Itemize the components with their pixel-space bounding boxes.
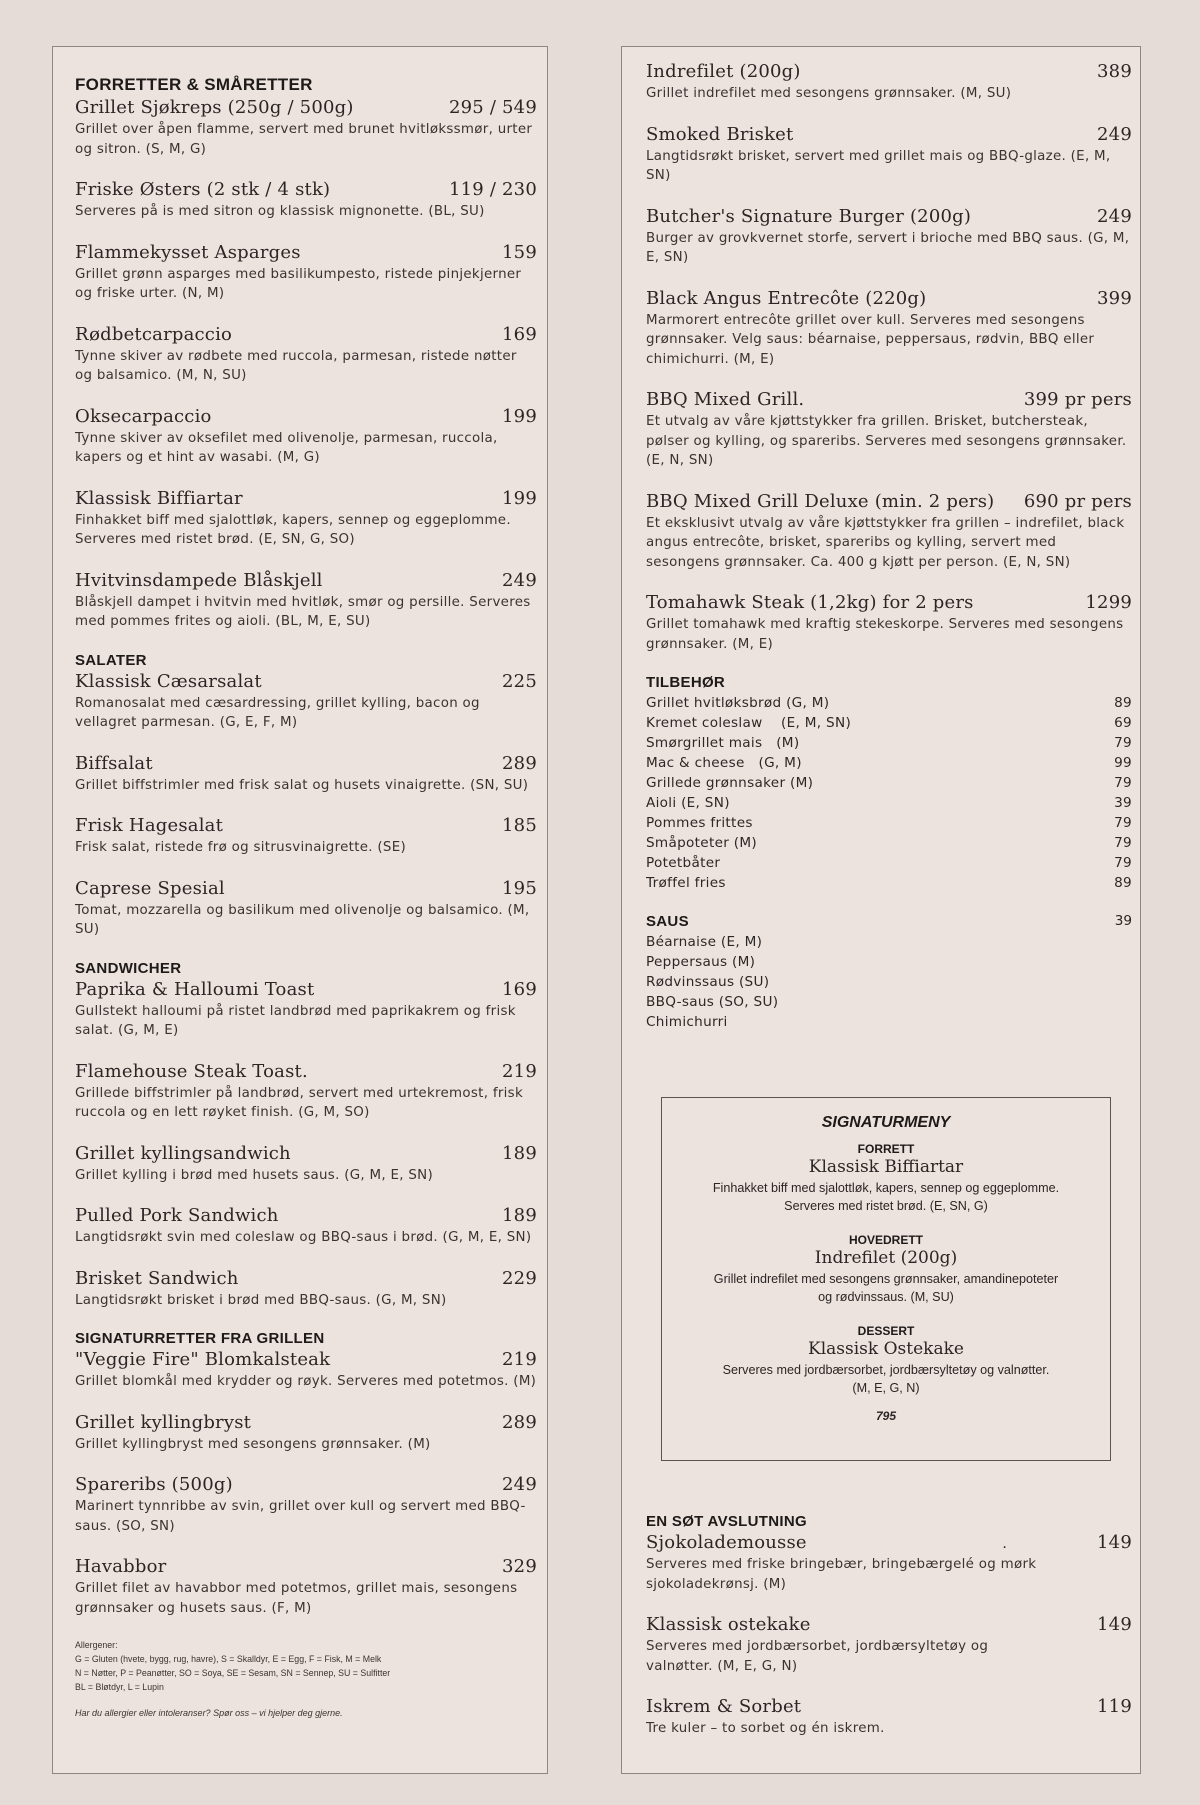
menu-item-price: 289 bbox=[502, 752, 537, 774]
menu-item-price: 119 bbox=[1097, 1696, 1132, 1717]
course-dish: Indrefilet (200g) bbox=[814, 1248, 958, 1268]
menu-item-name: Havabbor bbox=[75, 1556, 167, 1577]
menu-item-price: 195 bbox=[502, 877, 537, 899]
menu-item-name: "Veggie Fire" Blomkalsteak bbox=[75, 1349, 331, 1370]
menu-item-name: Black Angus Entrecôte (220g) bbox=[646, 287, 927, 309]
menu-item-name: Indrefilet (200g) bbox=[646, 61, 801, 82]
menu-item-description: Langtidsrøkt svin med coleslaw og BBQ-saus i brød. (G, M, E, SN) bbox=[75, 1230, 532, 1245]
menu-item-name: Friske Østers (2 stk / 4 stk) bbox=[75, 179, 331, 200]
menu-item-description: Grillet filet av havabbor med potetmos, grillet mais, sesongens grønnsaker og husets saus. (F, M) bbox=[75, 1581, 518, 1616]
menu-item-price: 1299 bbox=[1085, 592, 1132, 613]
course-dish: Klassisk Biffiartar bbox=[808, 1157, 964, 1177]
course-description: (M, E, G, N) bbox=[852, 1381, 920, 1395]
menu-item-price: 295 / 549 bbox=[448, 97, 537, 118]
menu-item-price: 399 pr pers bbox=[1023, 389, 1132, 410]
menu-item bbox=[75, 1556, 547, 1618]
menu-item-price: 389 bbox=[1097, 61, 1132, 82]
menu-item-name: Tomahawk Steak (1,2kg) for 2 pers bbox=[646, 592, 974, 613]
menu-item-description: Et eksklusivt utvalg av våre kjøttstykker fra grillen – indrefilet, black angus entrecôte, brisket, spareribs og kylling, servert med sesongens grønnsaker. Ca. 400 g kjøtt per person. (E, N, SN) bbox=[646, 515, 1125, 570]
course-dish: Klassisk Ostekake bbox=[808, 1339, 964, 1359]
side-dish-name: Potetbåter bbox=[646, 855, 721, 871]
menu-item-price: 225 bbox=[502, 670, 537, 692]
menu-item-name: Pulled Pork Sandwich bbox=[75, 1205, 279, 1226]
menu-item-description: Serveres på is med sitron og klassisk mignonette. (BL, SU) bbox=[75, 204, 485, 219]
menu-item-price: 169 bbox=[502, 323, 537, 345]
signaturmeny-box bbox=[661, 1097, 1111, 1461]
menu-item-price: 249 bbox=[1097, 205, 1132, 227]
menu-item-price: 149 bbox=[1097, 1614, 1132, 1635]
menu-item-name: Brisket Sandwich bbox=[75, 1267, 239, 1289]
course-description: Serveres med jordbærsorbet, jordbærsyltetøy og valnøtter. bbox=[722, 1363, 1050, 1377]
section-heading-saus: SAUS bbox=[646, 913, 689, 930]
signaturmeny-title: SIGNATURMENY bbox=[821, 1114, 951, 1131]
side-dish-name: Smørgrillet mais (M) bbox=[646, 735, 800, 751]
menu-item-name: BBQ Mixed Grill Deluxe (min. 2 pers) bbox=[646, 490, 995, 512]
menu-item bbox=[75, 1474, 547, 1536]
menu-item-name: Grillet Sjøkreps (250g / 500g) bbox=[75, 97, 354, 118]
menu-item-description: Grillet blomkål med krydder og røyk. Serveres med potetmos. (M) bbox=[75, 1374, 537, 1389]
section-heading-sandwicher: SANDWICHER bbox=[75, 959, 182, 977]
menu-item bbox=[646, 592, 1140, 654]
menu-item-price: 199 bbox=[502, 405, 537, 427]
section-heading-forretter: FORRETTER & SMÅRETTER bbox=[75, 75, 313, 94]
menu-item-price: 219 bbox=[502, 1060, 537, 1082]
side-dish-row bbox=[646, 813, 1132, 833]
menu-item-price: 199 bbox=[502, 487, 537, 509]
menu-item-name: Klassisk ostekake bbox=[646, 1614, 811, 1635]
menu-item bbox=[646, 61, 1140, 104]
allergen-legend bbox=[75, 1638, 547, 1694]
side-dish-price: 89 bbox=[1114, 695, 1132, 711]
menu-item-name: Smoked Brisket bbox=[646, 123, 794, 145]
menu-item bbox=[75, 1412, 547, 1455]
menu-item-description: Frisk salat, ristede frø og sitrusvinaigrette. (SE) bbox=[75, 840, 406, 855]
signaturretter-section bbox=[75, 1330, 547, 1618]
side-dish-name: Mac & cheese (G, M) bbox=[646, 755, 802, 771]
menu-item bbox=[75, 570, 547, 632]
menu-item-name: Hvitvinsdampede Blåskjell bbox=[75, 569, 323, 591]
menu-item-price: 249 bbox=[502, 1474, 537, 1495]
menu-item-name: Spareribs (500g) bbox=[75, 1474, 233, 1495]
menu-item-name: Oksecarpaccio bbox=[75, 405, 212, 427]
menu-item-price: 159 bbox=[502, 241, 537, 263]
menu-item-price: 399 bbox=[1097, 287, 1132, 309]
section-heading-dessert: EN SØT AVSLUTNING bbox=[646, 1513, 807, 1530]
side-dish-row bbox=[646, 853, 1132, 873]
menu-item-name: Sjokolademousse bbox=[646, 1532, 807, 1553]
side-dish-price: 79 bbox=[1114, 855, 1132, 871]
menu-item-dot: . bbox=[1002, 1536, 1008, 1552]
menu-item bbox=[75, 324, 547, 386]
menu-item-name: Iskrem & Sorbet bbox=[646, 1696, 802, 1717]
menu-item-price: 185 bbox=[502, 815, 537, 836]
menu-item bbox=[646, 1696, 1132, 1739]
side-dish-row bbox=[646, 753, 1132, 773]
menu-item-name: Caprese Spesial bbox=[75, 877, 225, 899]
menu-item-description: Grillet indrefilet med sesongens grønnsaker. (M, SU) bbox=[646, 86, 1012, 101]
menu-item bbox=[646, 1614, 1132, 1676]
menu-item bbox=[75, 1349, 547, 1392]
side-dish-price: 79 bbox=[1114, 835, 1132, 851]
saus-price: 39 bbox=[1114, 913, 1132, 929]
menu-item bbox=[75, 242, 547, 304]
menu-item bbox=[75, 488, 547, 550]
allergen-line: G = Gluten (hvete, bygg, rug, havre), S = Skalldyr, E = Egg, F = Fisk, M = Melk bbox=[75, 1654, 382, 1664]
side-dish-row bbox=[646, 733, 1132, 753]
menu-item-description: Et utvalg av våre kjøttstykker fra grillen. Brisket, butchersteak, pølser og kylling, og spareribs. Serveres med sesongens grønnsaker. (E, N, SN) bbox=[646, 414, 1127, 468]
side-dish-price: 39 bbox=[1114, 795, 1132, 811]
menu-item bbox=[75, 97, 547, 159]
course-label: FORRETT bbox=[857, 1142, 915, 1156]
menu-item-description: Grillet grønn asparges med basilikumpesto, ristede pinjekjerner og friske urter. (N, M) bbox=[75, 266, 522, 301]
menu-item-description: Grillede biffstrimler på landbrød, servert med urtekremost, frisk ruccola og en lett røyket finish. (G, M, SO) bbox=[75, 1085, 523, 1120]
dessert-section bbox=[646, 1513, 1132, 1759]
section-heading-signaturretter: SIGNATURRETTER FRA GRILLEN bbox=[75, 1330, 325, 1347]
menu-item-description: Tomat, mozzarella og basilikum med olivenolje og balsamico. (M, SU) bbox=[75, 902, 530, 937]
menu-item-name: Flamehouse Steak Toast. bbox=[75, 1060, 308, 1082]
menu-item-price: 169 bbox=[502, 978, 537, 1000]
section-heading-salater: SALATER bbox=[75, 651, 147, 669]
tilbehor-section bbox=[646, 674, 1140, 893]
allergen-line: N = Nøtter, P = Peanøtter, SO = Soya, SE = Sesam, SN = Sennep, SU = Sulfitter bbox=[75, 1668, 391, 1678]
side-dish-row bbox=[646, 773, 1132, 793]
menu-item bbox=[75, 179, 547, 222]
menu-item bbox=[646, 491, 1140, 573]
menu-item-description: Serveres med jordbærsorbet, jordbærsyltetøy og valnøtter. (M, E, G, N) bbox=[646, 1639, 989, 1674]
menu-item-price: 249 bbox=[502, 569, 537, 591]
menu-item-description: Tre kuler – to sorbet og én iskrem. bbox=[646, 1721, 885, 1736]
menu-item bbox=[646, 288, 1140, 370]
menu-item-description: Grillet tomahawk med kraftig stekeskorpe. Serveres med sesongens grønnsaker. (M, E) bbox=[646, 617, 1124, 652]
side-dish-name: Grillet hvitløksbrød (G, M) bbox=[646, 695, 830, 711]
right-menu-panel bbox=[621, 46, 1141, 1774]
side-dish-name: Grillede grønnsaker (M) bbox=[646, 775, 814, 791]
side-dish-price: 79 bbox=[1114, 815, 1132, 831]
menu-item-description: Grillet kyllingbryst med sesongens grønnsaker. (M) bbox=[75, 1436, 431, 1452]
menu-item-description: Tynne skiver av oksefilet med olivenolje, parmesan, ruccola, kapers og et hint av wasabi. (M, G) bbox=[75, 430, 498, 465]
left-menu-panel bbox=[52, 46, 548, 1774]
section-heading-tilbehor: TILBEHØR bbox=[646, 674, 726, 691]
side-dish-price: 79 bbox=[1114, 775, 1132, 791]
menu-item-name: Klassisk Biffiartar bbox=[75, 487, 243, 509]
side-dish-name: Småpoteter (M) bbox=[646, 835, 757, 851]
allergen-title: Allergener: bbox=[75, 1640, 118, 1650]
menu-item-name: Paprika & Halloumi Toast bbox=[75, 978, 315, 1000]
side-dish-row bbox=[646, 693, 1132, 713]
forretter-section bbox=[75, 75, 547, 632]
course-description: Serveres med ristet brød. (E, SN, G) bbox=[784, 1199, 988, 1213]
side-dish-price: 79 bbox=[1114, 735, 1132, 751]
allergen-line: BL = Bløtdyr, L = Lupin bbox=[75, 1682, 164, 1692]
sauce-item: BBQ-saus (SO, SU) bbox=[646, 994, 779, 1010]
menu-item bbox=[75, 878, 547, 940]
menu-item-description: Romanosalat med cæsardressing, grillet kylling, bacon og vellagret parmesan. (G, E, F, M) bbox=[75, 695, 480, 730]
salater-section bbox=[75, 652, 547, 940]
signaturmeny-course bbox=[662, 1142, 1110, 1215]
menu-item-description: Marinert tynnribbe av svin, grillet over kull og servert med BBQ-saus. (SO, SN) bbox=[75, 1499, 526, 1534]
menu-item-price: 189 bbox=[502, 1142, 537, 1164]
menu-item-name: Grillet kyllingbryst bbox=[75, 1411, 252, 1433]
menu-item bbox=[75, 979, 547, 1041]
menu-item-description: Serveres med friske bringebær, bringebærgelé og mørk sjokoladekrønsj. (M) bbox=[646, 1557, 1037, 1592]
sandwicher-section bbox=[75, 960, 547, 1311]
menu-item bbox=[646, 389, 1140, 471]
menu-item-name: Butcher's Signature Burger (200g) bbox=[646, 205, 972, 227]
side-dish-row bbox=[646, 713, 1132, 733]
menu-item bbox=[75, 1143, 547, 1186]
menu-item-price: 249 bbox=[1097, 123, 1132, 145]
menu-item-name: Grillet kyllingsandwich bbox=[75, 1142, 291, 1164]
menu-item-description: Grillet kylling i brød med husets saus. (G, M, E, SN) bbox=[75, 1167, 433, 1183]
menu-item-price: 219 bbox=[502, 1349, 537, 1370]
menu-item-description: Grillet over åpen flamme, servert med brunet hvitløkssmør, urter og sitron. (S, M, G) bbox=[75, 122, 533, 157]
menu-item-description: Tynne skiver av rødbete med ruccola, parmesan, ristede nøtter og balsamico. (M, N, SU) bbox=[75, 348, 517, 383]
menu-item bbox=[75, 406, 547, 468]
course-label: DESSERT bbox=[857, 1324, 915, 1338]
signaturmeny-course bbox=[662, 1233, 1110, 1306]
menu-item bbox=[75, 1268, 547, 1311]
side-dish-name: Kremet coleslaw (E, M, SN) bbox=[646, 715, 852, 731]
menu-item-name: Flammekysset Asparges bbox=[75, 241, 301, 263]
course-description: Grillet indrefilet med sesongens grønnsaker, amandinepoteter bbox=[713, 1272, 1059, 1286]
menu-item bbox=[75, 671, 547, 733]
menu-item bbox=[75, 815, 547, 858]
menu-item-name: Frisk Hagesalat bbox=[75, 815, 224, 836]
menu-item-price: 690 pr pers bbox=[1023, 490, 1132, 512]
side-dish-name: Pommes frittes bbox=[646, 815, 753, 831]
menu-item bbox=[75, 753, 547, 796]
menu-item-price: 149 bbox=[1097, 1532, 1132, 1553]
menu-item-name: Klassisk Cæsarsalat bbox=[75, 670, 262, 692]
menu-item-description: Grillet biffstrimler med frisk salat og husets vinaigrette. (SN, SU) bbox=[75, 777, 529, 793]
menu-item-name: BBQ Mixed Grill. bbox=[646, 389, 805, 410]
menu-item bbox=[646, 206, 1140, 268]
menu-item bbox=[75, 1205, 547, 1248]
menu-item bbox=[646, 1532, 1132, 1594]
course-label: HOVEDRETT bbox=[848, 1233, 923, 1247]
saus-section bbox=[646, 913, 1140, 1032]
side-dish-name: Aioli (E, SN) bbox=[646, 795, 730, 811]
menu-item bbox=[75, 1061, 547, 1123]
menu-item-description: Marmorert entrecôte grillet over kull. Serveres med sesongens grønnsaker. Velg saus: béarnaise, peppersaus, rødvin, BBQ eller chimichurri. (M, E) bbox=[646, 312, 1095, 367]
signaturmeny-price: 795 bbox=[875, 1409, 897, 1423]
signaturmeny-course bbox=[662, 1324, 1110, 1397]
sauce-item: Chimichurri bbox=[646, 1014, 728, 1030]
menu-item-description: Langtidsrøkt brisket i brød med BBQ-saus. (G, M, SN) bbox=[75, 1292, 447, 1308]
side-dish-price: 99 bbox=[1114, 755, 1132, 771]
menu-item-price: 189 bbox=[502, 1205, 537, 1226]
menu-item-description: Burger av grovkvernet storfe, servert i brioche med BBQ saus. (G, M, E, SN) bbox=[646, 230, 1130, 265]
menu-item-price: 229 bbox=[502, 1267, 537, 1289]
side-dish-name: Trøffel fries bbox=[646, 875, 726, 891]
menu-item-description: Gullstekt halloumi på ristet landbrød med paprikakrem og frisk salat. (G, M, E) bbox=[75, 1003, 516, 1038]
menu-item-price: 329 bbox=[502, 1556, 537, 1577]
side-dish-price: 89 bbox=[1114, 875, 1132, 891]
side-dish-row bbox=[646, 833, 1132, 853]
side-dish-row bbox=[646, 873, 1132, 893]
sauce-item: Rødvinssaus (SU) bbox=[646, 974, 770, 990]
menu-item-description: Langtidsrøkt brisket, servert med grillet mais og BBQ-glaze. (E, M, SN) bbox=[646, 148, 1111, 183]
allergy-question: Har du allergier eller intoleranser? Spør oss – vi hjelper deg gjerne. bbox=[75, 1708, 343, 1718]
side-dish-row bbox=[646, 793, 1132, 813]
menu-item-description: Blåskjell dampet i hvitvin med hvitløk, smør og persille. Serveres med pommes frites og aioli. (BL, M, E, SU) bbox=[75, 594, 531, 629]
side-dish-price: 69 bbox=[1114, 715, 1132, 731]
sauce-item: Peppersaus (M) bbox=[646, 954, 756, 970]
sauce-item: Béarnaise (E, M) bbox=[646, 934, 763, 950]
menu-item-price: 119 / 230 bbox=[448, 179, 537, 200]
menu-item-description: Finhakket biff med sjalottløk, kapers, sennep og eggeplomme. Serveres med ristet brød. (E, SN, G, SO) bbox=[75, 512, 511, 547]
menu-item-price: 289 bbox=[502, 1411, 537, 1433]
course-description: og rødvinssaus. (M, SU) bbox=[818, 1290, 954, 1304]
menu-item-name: Biffsalat bbox=[75, 752, 153, 774]
course-description: Finhakket biff med sjalottløk, kapers, sennep og eggeplomme. bbox=[712, 1181, 1060, 1195]
menu-item-name: Rødbetcarpaccio bbox=[75, 323, 233, 345]
menu-item bbox=[646, 124, 1140, 186]
